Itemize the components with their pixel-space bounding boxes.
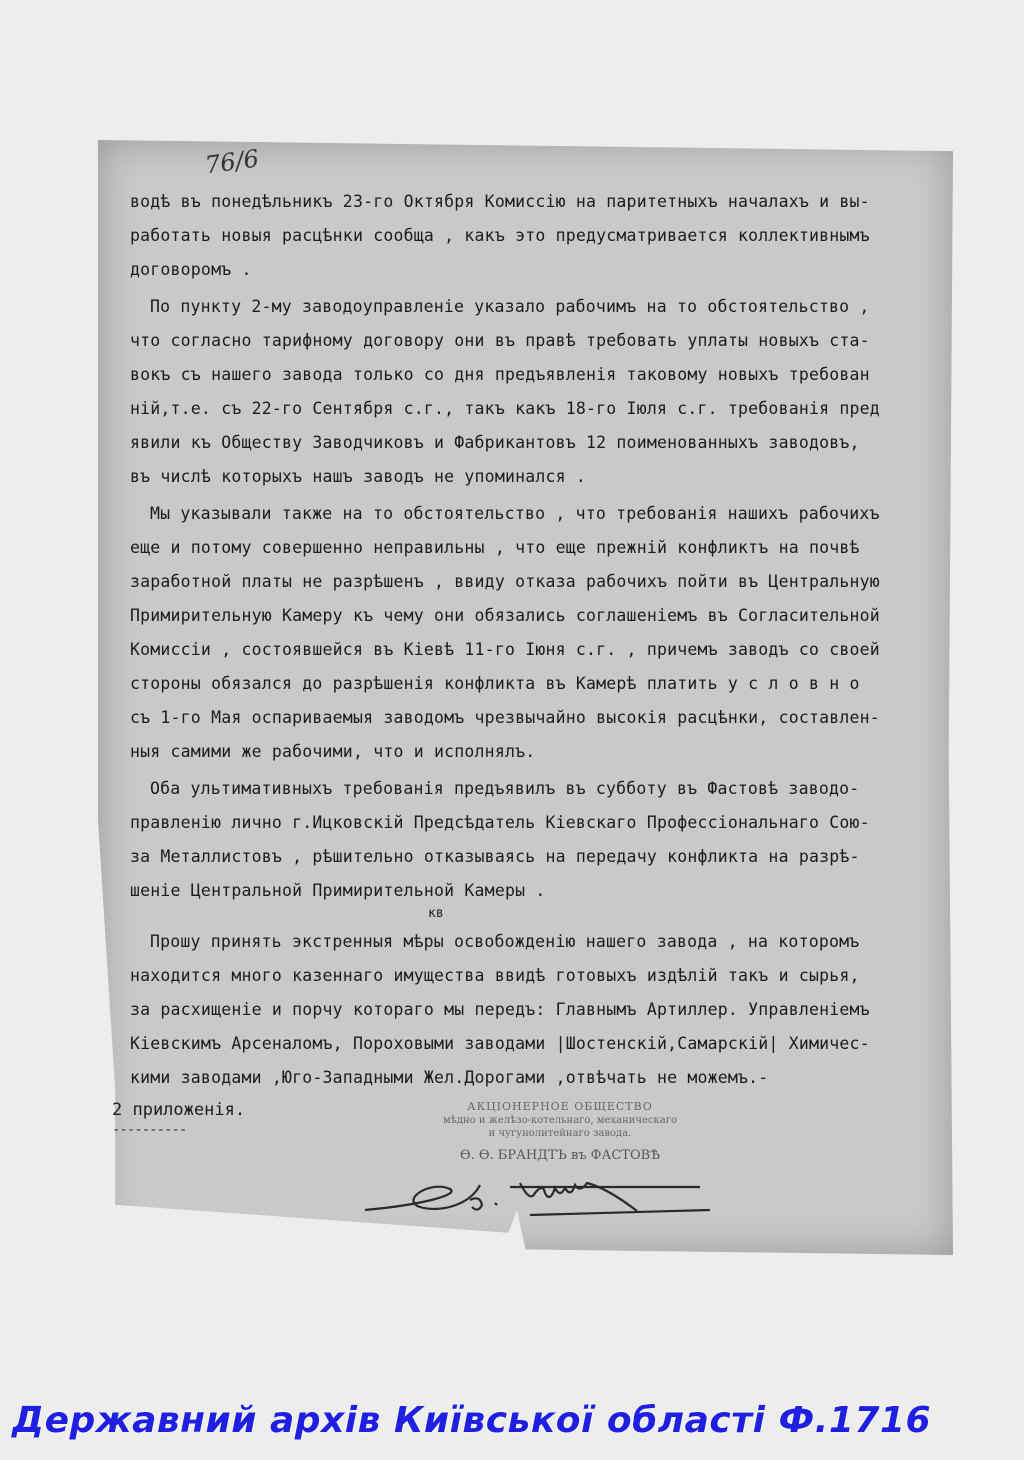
stamp-line: Ѳ. Ѳ. БРАНДТЪ въ ФАСТОВѢ xyxy=(459,1148,661,1163)
paragraph-3 xyxy=(130,497,945,769)
text-line: Примирительную Камеру къ чему они обязались соглашеніемъ въ Согласительной xyxy=(130,606,880,625)
text-line: заработной платы не разрѣшенъ , ввиду отказа рабочихъ пойти въ Центральную xyxy=(130,572,880,591)
stamp-line: и чугунолитейнаго завода. xyxy=(488,1128,632,1139)
text-line: работать новыя расцѣнки сообща , какъ это предусматривается коллективнымъ xyxy=(130,226,870,245)
handwritten-insertion: кв xyxy=(428,906,444,921)
stamp-line: АКЦІОНЕРНОЕ ОБЩЕСТВО xyxy=(467,1100,653,1113)
paragraph-4 xyxy=(130,772,945,908)
text-line: ныя самими же рабочими, что и исполнялъ. xyxy=(130,742,536,761)
text-line: Прошу принять экстренныя мѣры освобожденію нашего завода , на которомъ xyxy=(150,932,860,951)
text-line: Мы указывали также на то обстоятельство , что требованія нашихъ рабочихъ xyxy=(150,504,880,523)
paragraph-5 xyxy=(130,925,945,1095)
text-line: водѣ въ понедѣльникъ 23-го Октября Комиссію на паритетныхъ началахъ и вы- xyxy=(130,192,870,211)
text-line: шеніе Центральной Примирительной Камеры . xyxy=(130,881,546,900)
text-line: съ 1-го Мая оспариваемыя заводомъ чрезвычайно высокія расцѣнки, составлен- xyxy=(130,708,880,727)
text-line: стороны обязался до разрѣшенія конфликта въ Камерѣ платить у с л о в н о xyxy=(130,674,860,693)
text-line: что согласно тарифному договору они въ правѣ требовать уплаты новыхъ ста- xyxy=(130,331,870,350)
attachments-underline: ---------- xyxy=(112,1122,187,1138)
text-line: въ числѣ которыхъ нашъ заводъ не упоминался . xyxy=(130,467,587,486)
text-line: Кіевскимъ Арсеналомъ, Пороховыми заводами |Шостенскій,Самарскій| Химичес- xyxy=(130,1034,870,1053)
text-line: за Металлистовъ , рѣшительно отказываясь на передачу конфликта на разрѣ- xyxy=(130,847,860,866)
paragraph-2 xyxy=(130,290,945,494)
signature-icon xyxy=(360,1175,720,1225)
paragraph-1 xyxy=(130,185,945,287)
text-line: договоромъ . xyxy=(130,260,252,279)
handwritten-number: 76/6 xyxy=(203,144,261,180)
text-line: По пункту 2-му заводоуправленіе указало рабочимъ на то обстоятельство , xyxy=(150,297,870,316)
text-line: правленію лично г.Ицковскій Предсѣдатель Кіевскаго Профессіональнаго Сою- xyxy=(130,813,870,832)
text-line: Комиссіи , состоявшейся въ Кіевѣ 11-го Іюня с.г. , причемъ заводъ со своей xyxy=(130,640,880,659)
text-line: вокъ съ нашего завода только со дня предъявленія таковому новыхъ требован xyxy=(130,365,870,384)
text-line: Оба ультимативныхъ требованія предъявилъ въ субботу въ Фастовѣ заводо- xyxy=(150,779,860,798)
text-line: кими заводами ,Юго-Западными Жел.Дорогами ,отвѣчать не можемъ.- xyxy=(130,1068,769,1087)
text-line: за расхищеніе и порчу котораго мы передъ: Главнымъ Артиллер. Управленіемъ xyxy=(130,1000,870,1019)
stamp-line: мѣдно и желѣзо-котельнаго, механическаго xyxy=(442,1115,678,1126)
text-line: еще и потому совершенно неправильны , что еще прежній конфликтъ на почвѣ xyxy=(130,538,860,557)
attachments-note: 2 приложенія. xyxy=(112,1100,246,1120)
text-line: ній,т.е. съ 22-го Сентября с.г., такъ какъ 18-го Іюля с.г. требованія пред xyxy=(130,399,880,418)
company-stamp xyxy=(400,1100,720,1164)
text-line: находится много казеннаго имущества ввидѣ готовыхъ издѣлій такъ и сырья, xyxy=(130,966,860,985)
text-line: явили къ Обществу Заводчиковъ и Фабрикантовъ 12 поименованныхъ заводовъ, xyxy=(130,433,860,452)
archive-caption: Державний архів Київської області Ф.1716 xyxy=(12,1400,932,1441)
